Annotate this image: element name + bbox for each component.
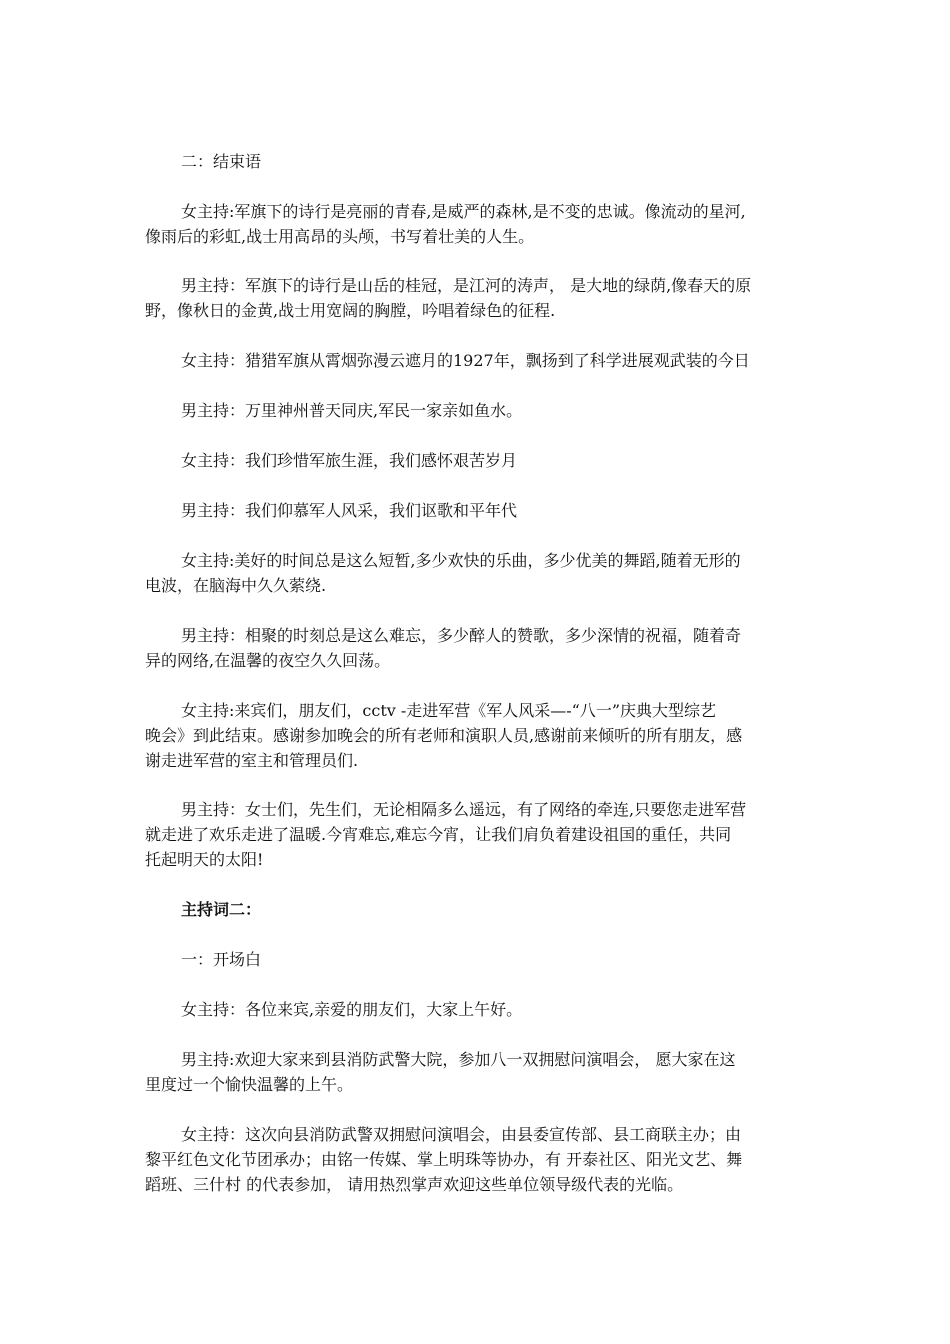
paragraph-line: 男主持：女士们，先生们，无论相隔多么遥远，有了网络的牵连,只要您走进军营 [181, 800, 747, 819]
paragraph-line: 男主持：军旗下的诗行是山岳的桂冠，是江河的涛声， 是大地的绿荫,像春天的原 [181, 276, 752, 295]
paragraph-line: 谢走进军营的室主和管理员们. [145, 751, 359, 770]
closing-section-title [145, 149, 810, 174]
paragraph-line: 女主持：这次向县消防武警双拥慰问演唱会，由县委宣传部、县工商联主办；由 [181, 1125, 742, 1144]
closing-paragraph-7 [145, 548, 810, 598]
opening-paragraph-3 [145, 1122, 810, 1197]
closing-paragraph-9 [145, 698, 810, 773]
paragraph-line: 野，像秋日的金黄,战士用宽阔的胸膛，吟唱着绿色的征程. [145, 301, 556, 320]
paragraph-line: 里度过一个愉快温馨的上午。 [145, 1075, 354, 1094]
closing-paragraph-4 [145, 398, 810, 423]
paragraph-line: 男主持：万里神州普天同庆,军民一家亲如鱼水。 [181, 401, 523, 420]
paragraph-line: 电波，在脑海中久久萦绕. [145, 576, 327, 595]
closing-paragraph-10 [145, 797, 810, 872]
opening-paragraph-1 [145, 997, 810, 1022]
closing-paragraph-3 [145, 348, 810, 373]
closing-paragraph-1 [145, 199, 810, 249]
paragraph-line: 托起明天的太阳! [145, 850, 264, 869]
opening-section-title-text: 一：开场白 [181, 950, 262, 969]
paragraph-line: 女主持:来宾们，朋友们，cctv -走进军营《军人风采—-“八一”庆典大型综艺 [181, 701, 717, 720]
closing-paragraph-8 [145, 623, 810, 673]
paragraph-line: 男主持：我们仰慕军人风采，我们讴歌和平年代 [181, 501, 518, 520]
closing-paragraph-6 [145, 498, 810, 523]
paragraph-line: 异的网络,在温馨的夜空久久回荡。 [145, 651, 391, 670]
opening-paragraph-2 [145, 1047, 810, 1097]
paragraph-line: 蹈班、三什村 的代表参加， 请用热烈掌声欢迎这些单位领导级代表的光临。 [145, 1175, 684, 1194]
closing-paragraph-2 [145, 273, 810, 323]
paragraph-line: 男主持:欢迎大家来到县消防武警大院，参加八一双拥慰问演唱会， 愿大家在这 [181, 1050, 736, 1069]
paragraph-line: 就走进了欢乐走进了温暖.今宵难忘,难忘今宵，让我们肩负着建设祖国的重任，共同 [145, 825, 732, 844]
paragraph-line: 晚会》到此结束。感谢参加晚会的所有老师和演职人员,感谢前来倾听的所有朋友，感 [145, 726, 743, 745]
opening-section-title [145, 947, 810, 972]
paragraph-line: 女主持:美好的时间总是这么短暂,多少欢快的乐曲，多少优美的舞蹈,随着无形的 [181, 551, 741, 570]
paragraph-line: 女主持：各位来宾,亲爱的朋友们，大家上午好。 [181, 1000, 523, 1019]
closing-paragraph-5 [145, 448, 810, 473]
paragraph-line: 黎平红色文化节团承办；由铭一传媒、掌上明珠等协办，有 开泰社区、阳光文艺、舞 [145, 1150, 743, 1169]
paragraph-line: 女主持：我们珍惜军旅生涯，我们感怀艰苦岁月 [181, 451, 518, 470]
paragraph-line: 男主持：相聚的时刻总是这么难忘，多少醉人的赞歌，多少深情的祝福，随着奇 [181, 626, 742, 645]
second-script-heading: 主持词二： [181, 900, 262, 919]
paragraph-line: 女主持：猎猎军旗从霄烟弥漫云遮月的1927年，飘扬到了科学进展观武装的今日 [181, 351, 750, 370]
closing-section-title-text: 二：结束语 [181, 152, 262, 171]
paragraph-line: 像雨后的彩虹,战士用高昂的头颅，书写着壮美的人生。 [145, 227, 535, 246]
paragraph-line: 女主持:军旗下的诗行是亮丽的青春,是威严的森林,是不变的忠诚。像流动的星河, [181, 202, 746, 221]
